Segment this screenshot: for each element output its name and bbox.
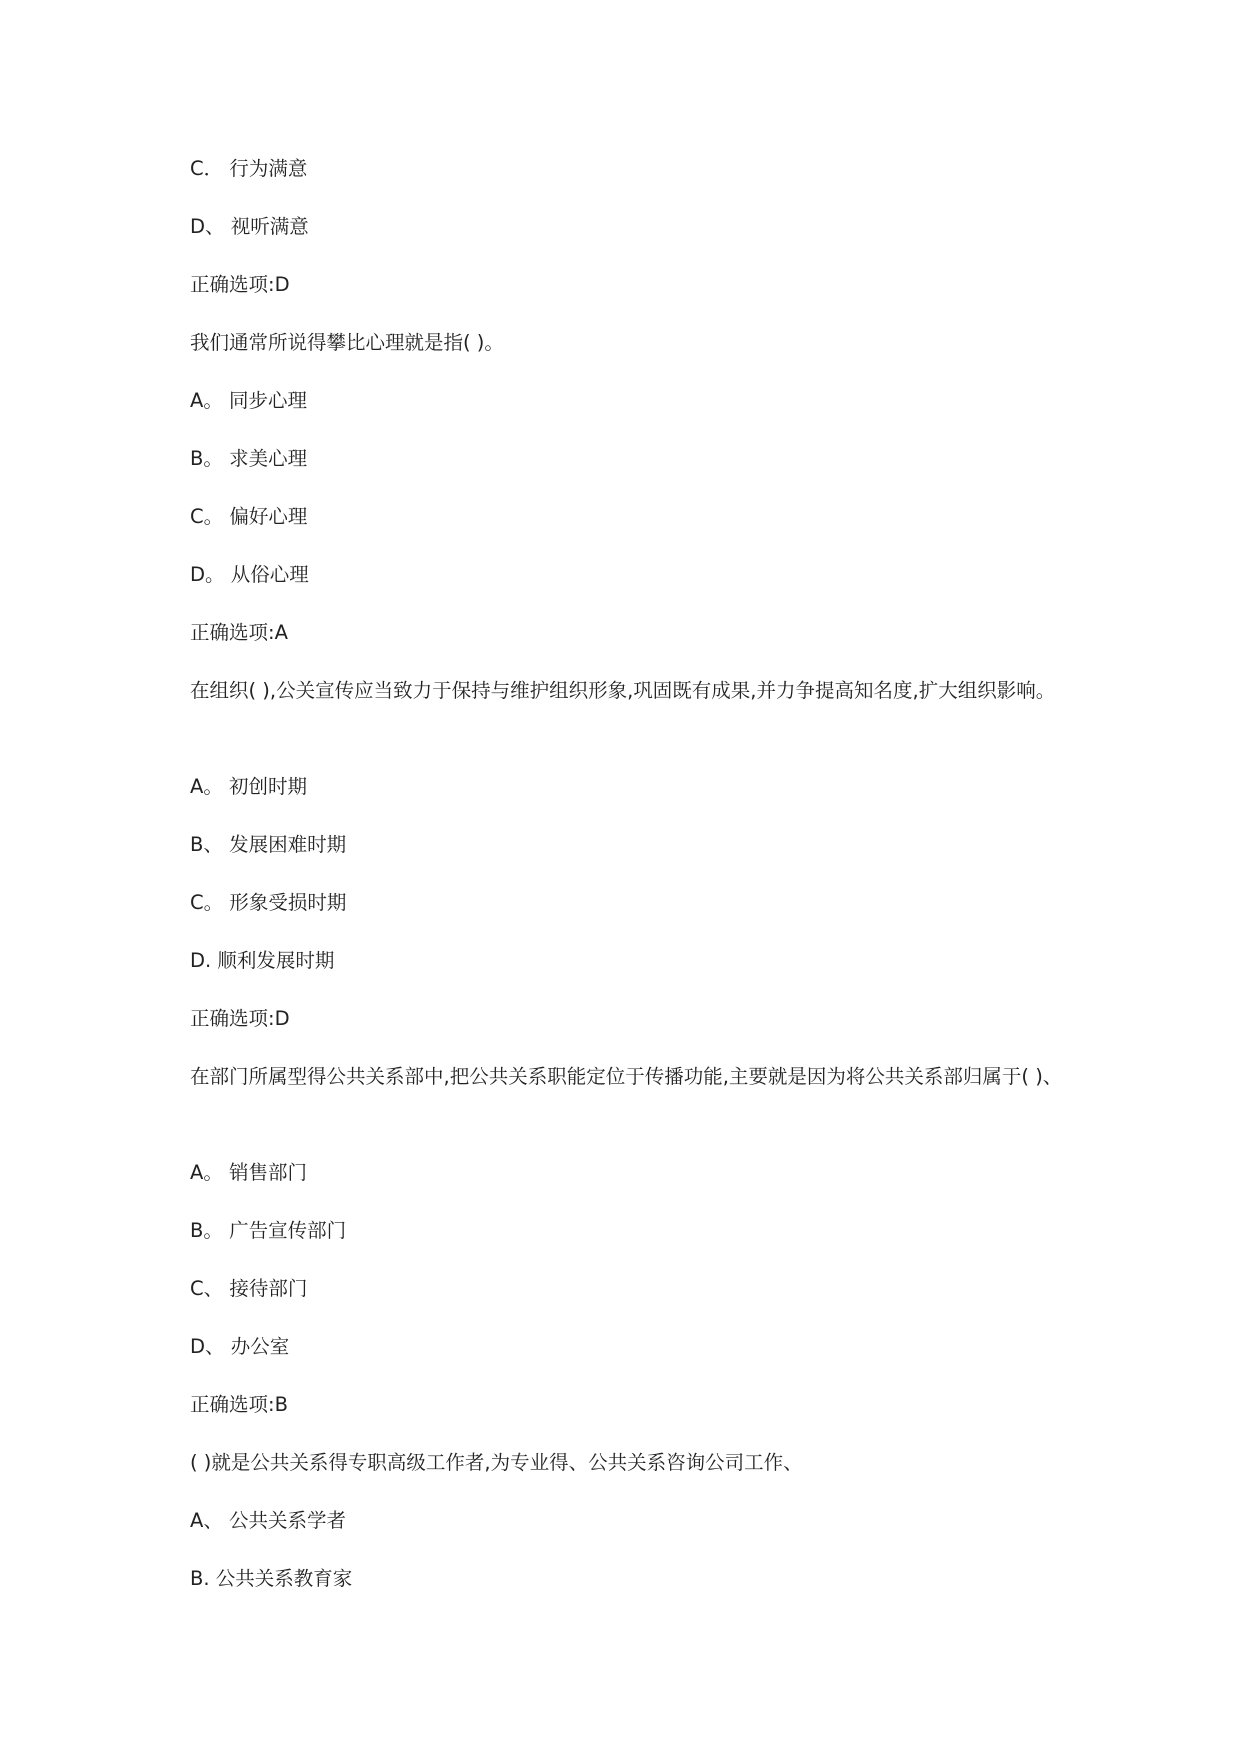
option-b-line: B、 发展困难时期 [190,833,347,856]
question-text: 我们通常所说得攀比心理就是指( )。 [190,331,504,354]
option-c-line: C、 接待部门 [190,1277,308,1300]
option-b-line: B. 公共关系教育家 [190,1567,353,1590]
answer-line: 正确选项:D [190,273,290,296]
answer-line: 正确选项:A [190,621,288,644]
option-d-line: D. 顺利发展时期 [190,949,335,972]
option-c-line: C。 形象受损时期 [190,891,347,914]
answer-line: 正确选项:B [190,1393,288,1416]
option-a-line: A、 公共关系学者 [190,1509,347,1532]
option-b-line: B。 求美心理 [190,447,308,470]
option-c-line: C． 行为满意 [190,157,308,180]
option-b-line: B。 广告宣传部门 [190,1219,347,1242]
option-a-line: A。 同步心理 [190,389,308,412]
question-text: 在部门所属型得公共关系部中,把公共关系职能定位于传播功能,主要就是因为将公共关系部归属于( )、 [190,1065,1063,1088]
option-c-line: C。 偏好心理 [190,505,308,528]
option-d-line: D。 从俗心理 [190,563,309,586]
option-a-line: A。 销售部门 [190,1161,308,1184]
question-text: ( )就是公共关系得专职高级工作者,为专业得、公共关系咨询公司工作、 [190,1451,803,1474]
option-d-line: D、 视听满意 [190,215,309,238]
option-a-line: A。 初创时期 [190,775,308,798]
question-text: 在组织( ),公关宣传应当致力于保持与维护组织形象,巩固既有成果,并力争提高知名度,扩大组织影响。 [190,679,1056,702]
option-d-line: D、 办公室 [190,1335,290,1358]
answer-line: 正确选项:D [190,1007,290,1030]
